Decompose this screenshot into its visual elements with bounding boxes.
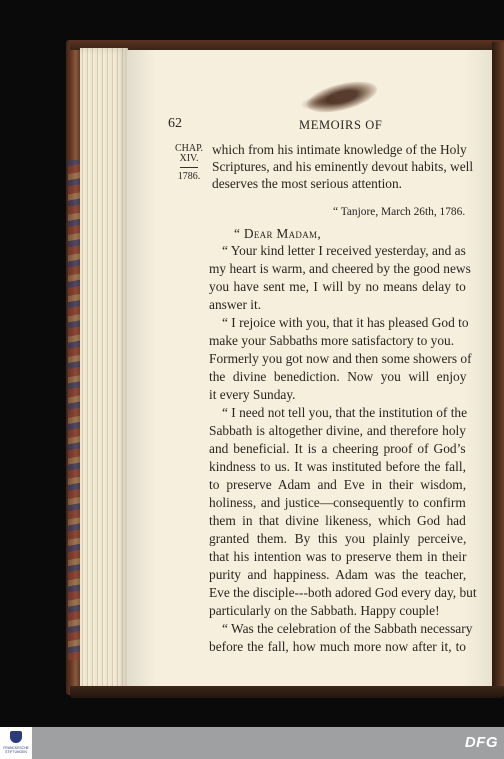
text-line: make your Sabbaths more satisfactory to you. xyxy=(209,333,455,348)
letter-salutation: “ Dear Madam, xyxy=(234,226,321,241)
text-line: purity and happiness. Adam was the teacher, xyxy=(209,567,467,582)
text-line: and beneficial. It is a cheering proof of God’s xyxy=(209,441,466,456)
page-number: 62 xyxy=(168,116,182,131)
running-head: MEMOIRS OF xyxy=(299,118,383,132)
letter-dateline: “ Tanjore, March 26th, 1786. xyxy=(333,206,466,218)
page-edges xyxy=(80,48,128,690)
margin-year: 1786. xyxy=(177,171,201,182)
book-cover-bottom xyxy=(70,686,504,698)
text-line: them in that divine likeness, which God had xyxy=(209,513,466,528)
margin-chapter: CHAP. xyxy=(174,143,204,154)
viewer-footer-bar xyxy=(0,727,504,759)
text-line: Formerly you got now and then some showers of xyxy=(209,351,472,366)
text-line: it every Sunday. xyxy=(209,387,296,402)
margin-note xyxy=(174,144,204,182)
text-line: kindness to us. It was instituted before the fall, xyxy=(209,459,466,474)
text-line: granted them. By this you plainly perceive, xyxy=(209,531,467,546)
text-line: you have sent me, I will by no means delay to xyxy=(209,279,466,294)
text-line: before the fall, how much more now after it, to xyxy=(209,639,466,654)
margin-chapter-numeral: XIV. xyxy=(179,153,199,164)
text-line: holiness, and justice—consequently to confirm xyxy=(209,495,466,510)
text-line: particularly on the Sabbath. Happy couple! xyxy=(209,603,440,618)
library-logo-text: FRANCKESCHE STIFTUNGEN xyxy=(3,746,29,754)
text-line: “ Your kind letter I received yesterday, and as xyxy=(222,243,466,258)
dfg-logo[interactable]: DFG xyxy=(464,734,498,751)
text-line: answer it. xyxy=(209,297,262,312)
margin-rule xyxy=(180,167,198,168)
text-line: that his intention was to preserve them in their xyxy=(209,549,467,564)
text-line: deserves the most serious attention. xyxy=(212,176,403,191)
text-line: the divine benediction. Now you will enjoy xyxy=(209,369,467,384)
text-line: Scriptures, and his eminently devout habits, well xyxy=(212,159,474,174)
text-line: “ Was the celebration of the Sabbath necessary xyxy=(222,621,473,636)
text-line: Eve the disciple---both adored God every day, but xyxy=(209,585,477,600)
text-line: to preserve Adam and Eve in their wisdom, xyxy=(209,477,467,492)
book-cover-right xyxy=(492,42,504,692)
text-line: Sabbath is altogether divine, and therefore holy xyxy=(209,423,466,438)
text-line: which from his intimate knowledge of the Holy xyxy=(212,142,467,157)
marbled-endpaper xyxy=(68,160,80,660)
crest-icon xyxy=(10,731,22,743)
text-line: “ I need not tell you, that the institution of the xyxy=(222,405,468,420)
book-cover-top xyxy=(70,40,504,50)
text-line: “ I rejoice with you, that it has pleased God to xyxy=(222,315,469,330)
franckesche-stiftungen-logo[interactable] xyxy=(0,727,32,759)
text-line: my heart is warm, and cheered by the good news xyxy=(209,261,471,276)
